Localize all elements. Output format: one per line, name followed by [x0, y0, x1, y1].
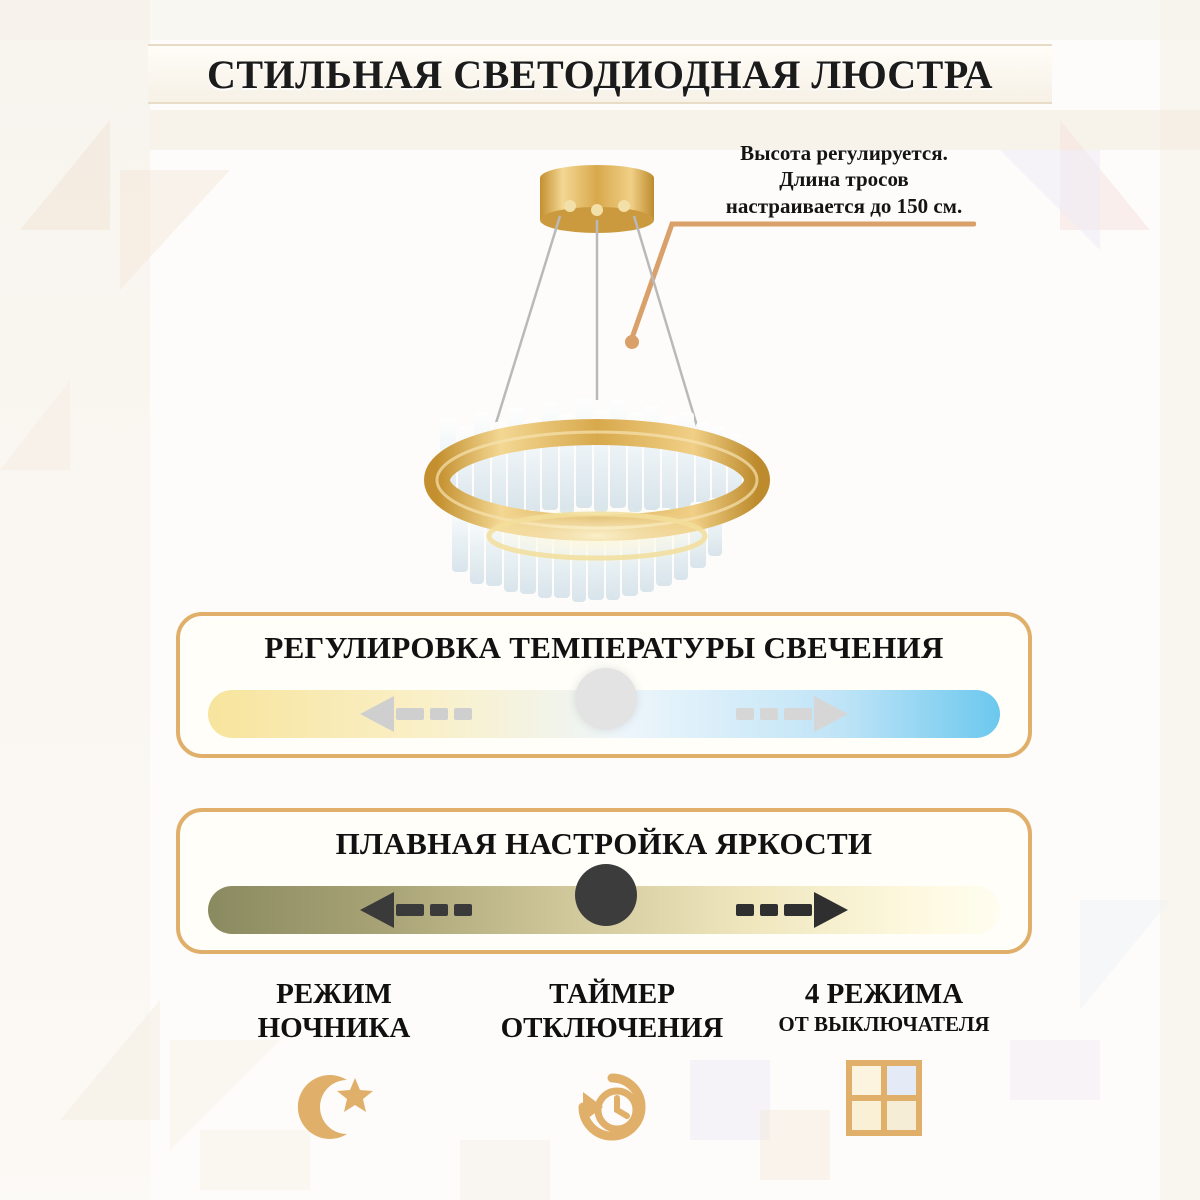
feature-four-modes-line2: ОТ ВЫКЛЮЧАТЕЛЯ — [778, 1011, 990, 1036]
color-temperature-knob[interactable] — [575, 668, 637, 730]
annotation-line-2: Длина тросов — [779, 167, 909, 192]
feature-four-modes — [734, 978, 1034, 1140]
feature-night-mode — [184, 978, 484, 1149]
feature-shutdown-timer — [462, 978, 762, 1149]
annotation-line-3: настраивается до 150 см. — [725, 193, 963, 218]
panel-color-temperature — [176, 612, 1032, 758]
chandelier-illustration — [400, 150, 800, 620]
annotation-line-1: Высота регулируется. — [740, 141, 948, 165]
header-banner — [148, 44, 1052, 104]
feature-four-modes-line1: 4 РЕЖИМА — [804, 978, 964, 1010]
timer-clock-icon — [462, 1065, 762, 1149]
panel-brightness — [176, 808, 1032, 954]
feature-shutdown-timer-line1: ТАЙМЕР — [549, 978, 675, 1010]
feature-night-mode-line2: НОЧНИКА — [257, 1011, 411, 1044]
page-title: СТИЛЬНАЯ СВЕТОДИОДНАЯ ЛЮСТРА — [206, 51, 994, 97]
moon-star-icon — [184, 1065, 484, 1149]
four-quadrant-icon — [734, 1056, 1034, 1140]
feature-row — [150, 978, 1050, 1188]
panel-title-brightness: ПЛАВНАЯ НАСТРОЙКА ЯРКОСТИ — [335, 826, 873, 861]
feature-night-mode-line1: РЕЖИМ — [276, 978, 392, 1010]
feature-shutdown-timer-line2: ОТКЛЮЧЕНИЯ — [500, 1011, 724, 1044]
panel-title-color-temperature: РЕГУЛИРОВКА ТЕМПЕРАТУРЫ СВЕЧЕНИЯ — [264, 630, 944, 665]
brightness-knob[interactable] — [575, 864, 637, 926]
